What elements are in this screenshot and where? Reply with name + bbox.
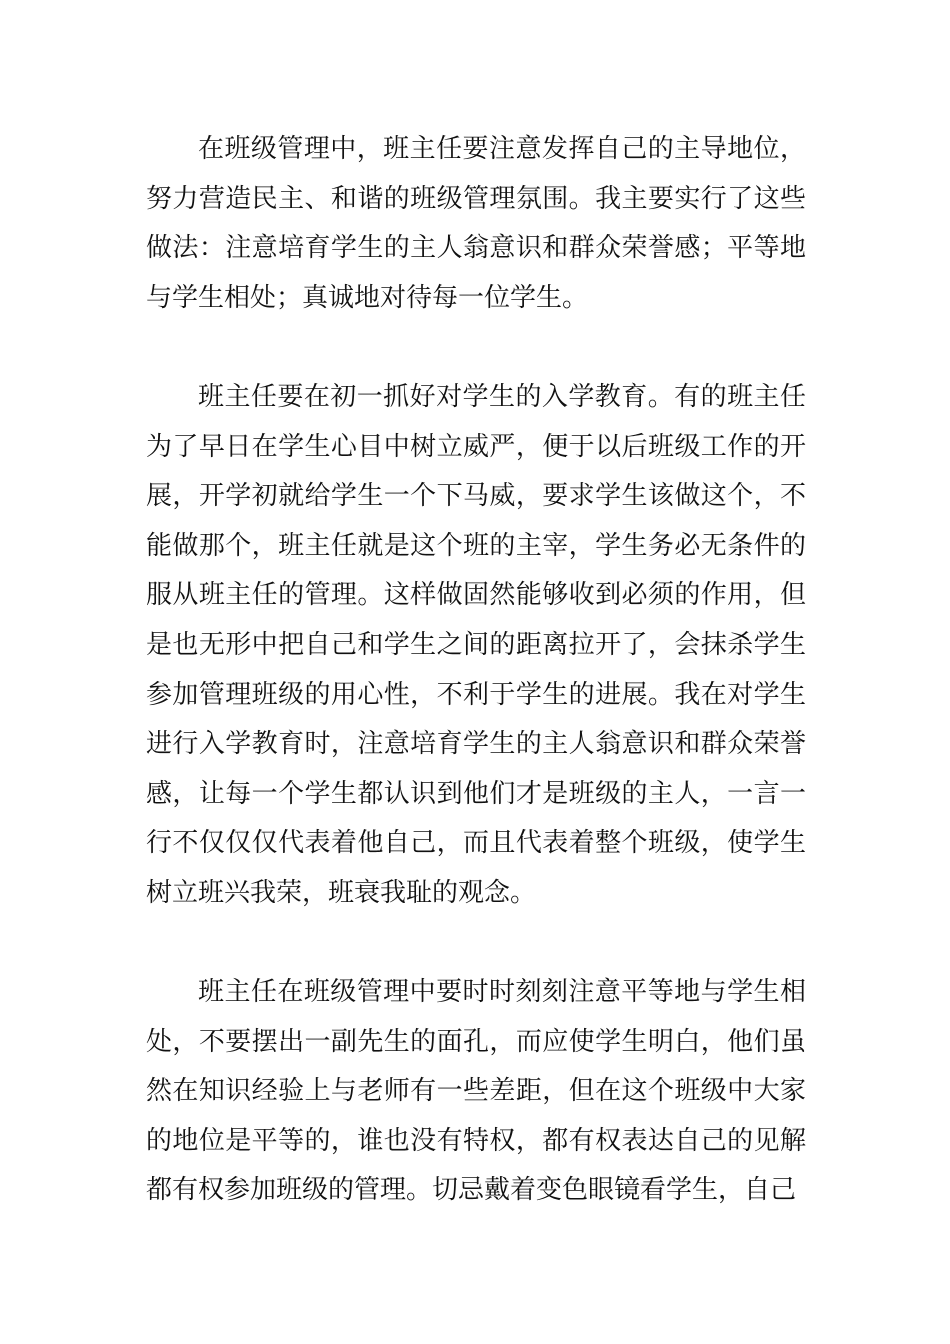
paragraph-1: 在班级管理中，班主任要注意发挥自己的主导地位，努力营造民主、和谐的班级管理氛围。我主要实行了这些做法：注意培育学生的主人翁意识和群众荣誉感；平等地与学生相处；真诚地对待每一位学生。 [146,134,806,313]
paragraph-3: 班主任在班级管理中要时时刻刻注意平等地与学生相处，不要摆出一副先生的面孔，而应使学生明白，他们虽然在知识经验上与老师有一些差距，但在这个班级中大家的地位是平等的，谁也没有特权，都有权表达自己的见解都有权参加班级的管理。切忌戴着变色眼镜看学生，自己 [146,977,806,1206]
paragraph-2: 班主任要在初一抓好对学生的入学教育。有的班主任为了早日在学生心目中树立威严，便于以后班级工作的开展，开学初就给学生一个下马威，要求学生该做这个，不能做那个，班主任就是这个班的主宰，学生务必无条件的服从班主任的管理。这样做固然能够收到必须的作用，但是也无形中把自己和学生之间的距离拉开了，会抹杀学生参加管理班级的用心性，不利于学生的进展。我在对学生进行入学教育时，注意培育学生的主人翁意识和群众荣誉感，让每一个学生都认识到他们才是班级的主人，一言一行不仅仅仅代表着他自己，而且代表着整个班级，使学生树立班兴我荣，班衰我耻的观念。 [146,381,806,908]
document-body [146,125,806,1266]
